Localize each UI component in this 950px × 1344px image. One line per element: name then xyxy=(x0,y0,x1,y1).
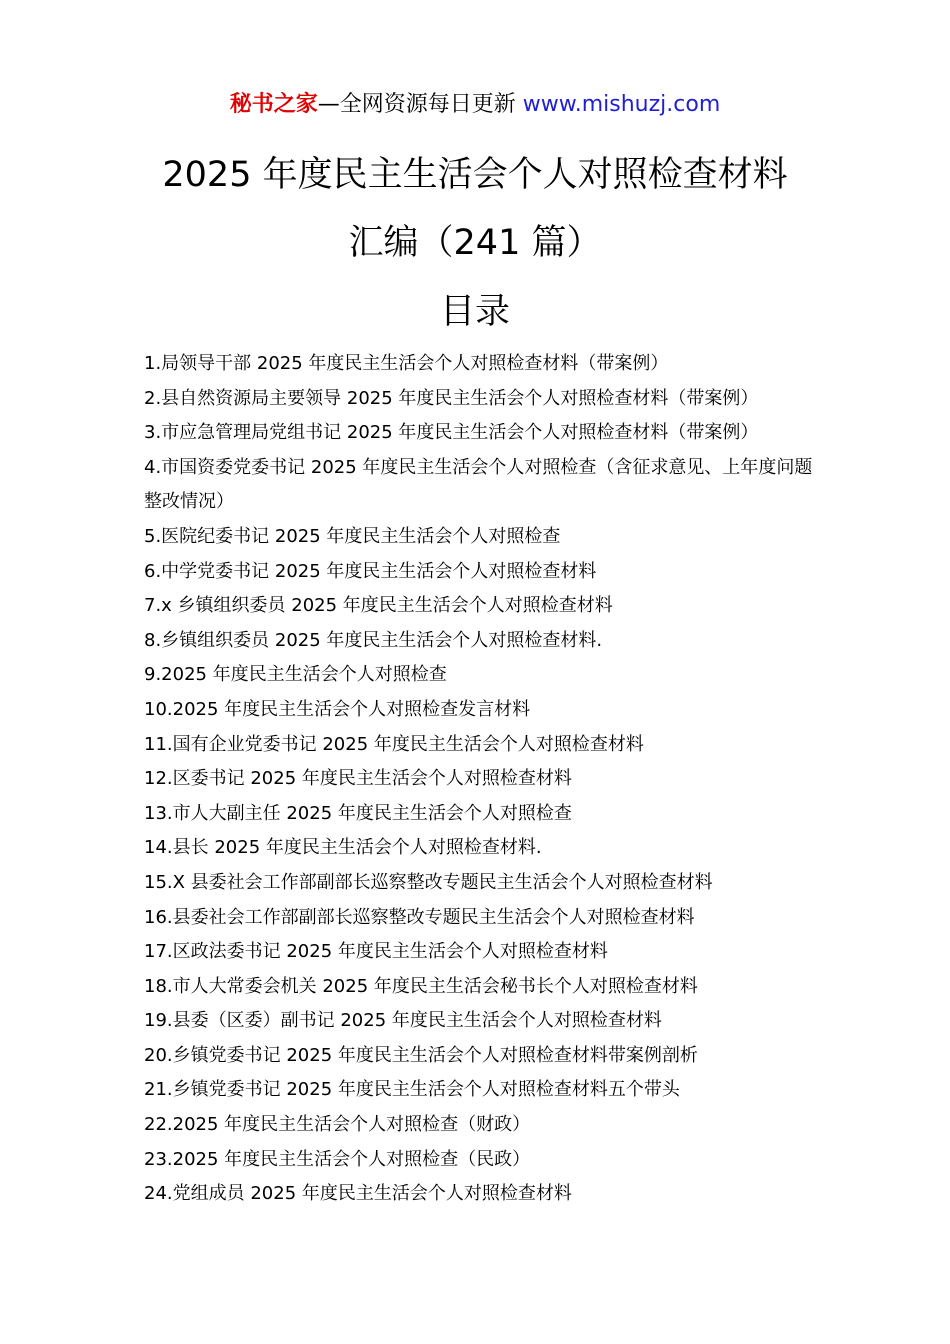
toc-item: 23.2025 年度民主生活会个人对照检查（民政） xyxy=(144,1148,531,1170)
toc-item: 1.局领导干部 2025 年度民主生活会个人对照检查材料（带案例） xyxy=(144,353,669,374)
toc-item: 7.x 乡镇组织委员 2025 年度民主生活会个人对照检查材料 xyxy=(144,595,613,617)
toc-item: 11.国有企业党委书记 2025 年度民主生活会个人对照检查材料 xyxy=(144,733,644,755)
toc-item: 9.2025 年度民主生活会个人对照检查 xyxy=(144,664,447,686)
toc-item: 14.县长 2025 年度民主生活会个人对照检查材料. xyxy=(144,837,542,859)
site-header xyxy=(0,88,950,122)
toc-heading: 目录 xyxy=(439,292,510,332)
toc-item: 12.区委书记 2025 年度民主生活会个人对照检查材料 xyxy=(144,768,572,790)
toc-item: 10.2025 年度民主生活会个人对照检查发言材料 xyxy=(144,698,531,720)
toc-item: 8.乡镇组织委员 2025 年度民主生活会个人对照检查材料. xyxy=(144,629,603,651)
toc-item: 21.乡镇党委书记 2025 年度民主生活会个人对照检查材料五个带头 xyxy=(144,1079,680,1101)
toc-item: 19.县委（区委）副书记 2025 年度民主生活会个人对照检查材料 xyxy=(144,1010,662,1032)
toc-item: 16.县委社会工作部副部长巡察整改专题民主生活会个人对照检查材料 xyxy=(144,906,695,928)
toc-item: 22.2025 年度民主生活会个人对照检查（财政） xyxy=(144,1114,531,1136)
site-tagline: —全网资源每日更新 xyxy=(317,92,523,117)
toc-list xyxy=(144,347,814,1212)
toc-item: 3.市应急管理局党组书记 2025 年度民主生活会个人对照检查材料（带案例） xyxy=(144,422,759,444)
toc-item: 20.乡镇党委书记 2025 年度民主生活会个人对照检查材料带案例剖析 xyxy=(144,1044,698,1066)
document-title-line-1: 2025 年度民主生活会个人对照检查材料 xyxy=(162,155,788,195)
document-title-line-2: 汇编（241 篇） xyxy=(348,223,602,263)
site-url-link[interactable]: www.mishuzj.com xyxy=(522,92,721,117)
toc-item: 2.县自然资源局主要领导 2025 年度民主生活会个人对照检查材料（带案例） xyxy=(144,387,759,409)
toc-item: 5.医院纪委书记 2025 年度民主生活会个人对照检查 xyxy=(144,525,561,547)
toc-item: 6.中学党委书记 2025 年度民主生活会个人对照检查材料 xyxy=(144,560,597,582)
toc-item: 24.党组成员 2025 年度民主生活会个人对照检查材料 xyxy=(144,1183,572,1205)
site-brand: 秘书之家 xyxy=(229,92,318,117)
toc-item: 4.市国资委党委书记 2025 年度民主生活会个人对照检查（含征求意见、上年度问题整改情况） xyxy=(144,456,813,513)
toc-item: 18.市人大常委会机关 2025 年度民主生活会秘书长个人对照检查材料 xyxy=(144,975,698,997)
toc-item: 15.X 县委社会工作部副部长巡察整改专题民主生活会个人对照检查材料 xyxy=(144,871,713,893)
toc-item: 13.市人大副主任 2025 年度民主生活会个人对照检查 xyxy=(144,802,572,824)
toc-item: 17.区政法委书记 2025 年度民主生活会个人对照检查材料 xyxy=(144,941,608,963)
